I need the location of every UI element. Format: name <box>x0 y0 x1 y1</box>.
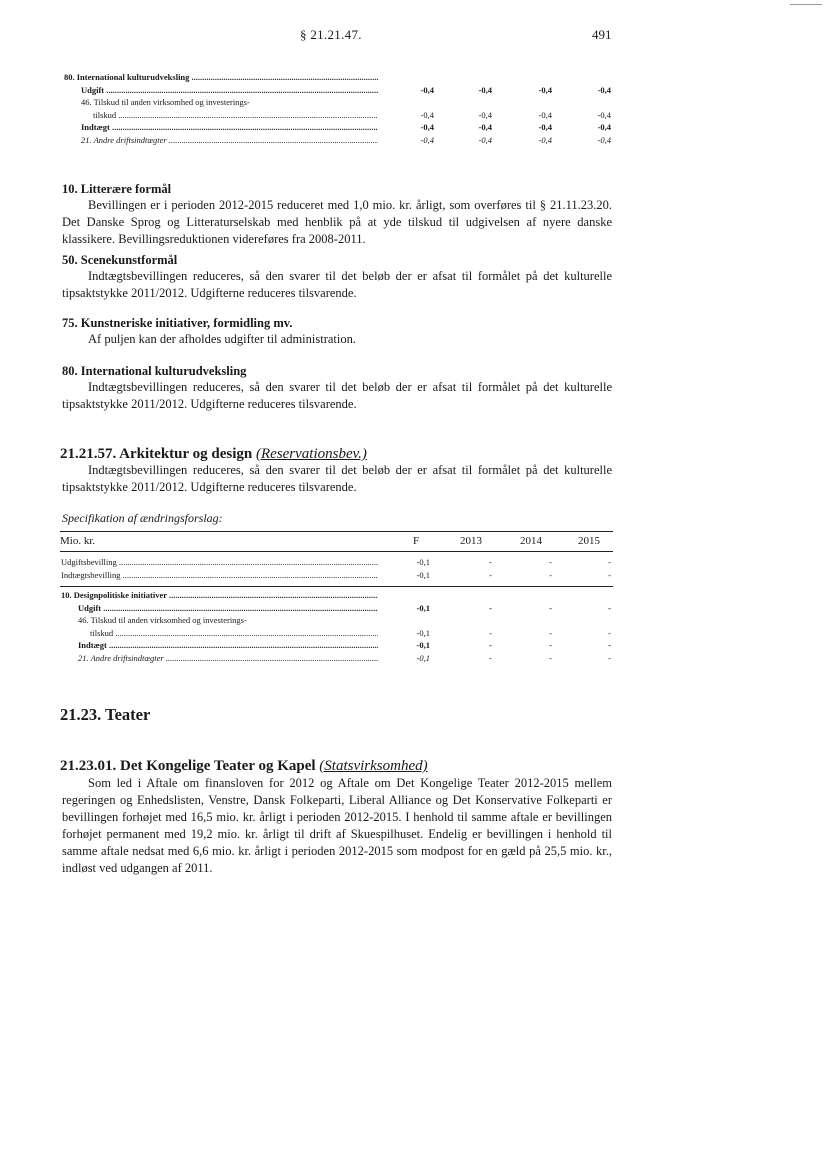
row-label: 21. Andre driftsindtægter ..... <box>78 652 378 664</box>
row-value: -0,4 <box>597 84 611 95</box>
row-value: - <box>489 602 492 613</box>
spec-header-2013: 2013 <box>460 535 482 547</box>
row-value: - <box>489 627 492 638</box>
spec-header-2014: 2014 <box>520 535 542 547</box>
table-row <box>0 614 825 626</box>
spec-header-row <box>60 535 613 551</box>
spec-header-f: F <box>413 535 420 547</box>
row-value: - <box>549 640 552 650</box>
row-value: -0,4 <box>420 122 434 132</box>
table-row <box>0 96 825 108</box>
row-label: 46. Tilskud til anden virksomhed og investerings- <box>78 615 247 625</box>
row-value: -0,1 <box>416 640 430 650</box>
table-row <box>0 71 825 83</box>
row-value: -0,4 <box>420 134 434 145</box>
row-label: Indtægt ..... <box>78 639 378 651</box>
section-title-international: 80. International kulturudveksling <box>62 364 247 378</box>
heading-kongelige <box>60 758 428 775</box>
row-value: -0,1 <box>416 569 430 580</box>
table-row <box>0 589 825 601</box>
row-label: 10. Designpolitiske initiativer ..... <box>61 589 378 601</box>
table-row <box>0 134 825 146</box>
table-row <box>0 109 825 121</box>
row-value: -0,4 <box>538 109 552 120</box>
table-row <box>0 602 825 614</box>
section-body-litteraere: Bevillingen er i perioden 2012-2015 reduceret med 1,0 mio. kr. årligt, som overføres til § 21.11.23.20. Det Danske Sprog og Litteraturselskab med henblik på at yde tilskud til udgivelsen af nyere danske klassikere. Bevillingsreduktionen videreføres fra 2008-2011. <box>62 198 612 246</box>
table-row <box>0 84 825 96</box>
section-body-kunstneriske: Af puljen kan der afholdes udgifter til administration. <box>88 332 356 346</box>
row-value: - <box>608 602 611 613</box>
row-value: -0,4 <box>597 134 611 145</box>
row-value: - <box>549 602 552 613</box>
row-value: -0,4 <box>478 84 492 95</box>
spec-header-2015: 2015 <box>578 535 600 547</box>
row-value: - <box>608 652 611 663</box>
heading-kongelige-qualifier: (Statsvirksomhed) <box>319 758 428 774</box>
row-value: -0,4 <box>597 122 611 132</box>
section-title-kunstneriske: 75. Kunstneriske initiativer, formidling mv. <box>62 316 293 330</box>
spec-caption: Specifikation af ændringsforslag: <box>62 511 223 525</box>
row-value: - <box>608 569 611 580</box>
row-value: - <box>608 627 611 638</box>
row-value: -0,4 <box>478 122 492 132</box>
row-value: - <box>549 557 552 567</box>
heading-arkitektur <box>60 446 367 463</box>
table-row <box>0 121 825 133</box>
row-label: tilskud ..... <box>90 627 378 639</box>
heading-teater: 21.23. Teater <box>60 705 151 724</box>
row-value: -0,4 <box>538 134 552 145</box>
scan-edge-mark <box>790 4 822 5</box>
heading-arkitektur-title: 21.21.57. Arkitektur og design <box>60 446 253 462</box>
row-label: Indtægt ..... <box>81 121 378 133</box>
table-row <box>0 556 825 568</box>
row-label: Indtægtsbevilling ..... <box>61 569 378 581</box>
row-value: -0,1 <box>416 557 430 567</box>
row-value: -0,1 <box>416 652 430 663</box>
row-value: - <box>549 652 552 663</box>
row-value: -0,1 <box>416 602 430 613</box>
row-value: -0,4 <box>420 109 434 120</box>
row-value: -0,1 <box>416 627 430 638</box>
row-label: Udgift ..... <box>78 602 378 614</box>
row-value: - <box>549 627 552 638</box>
heading-arkitektur-qualifier: (Reservationsbev.) <box>256 446 367 462</box>
body-arkitektur: Indtægtsbevillingen reduceres, så den svarer til det beløb der er afsat til formålet på det kulturelle tipsaktstykke 2011/2012. Udgifterne reduceres tilsvarende. <box>62 463 612 494</box>
row-value: -0,4 <box>597 109 611 120</box>
row-value: - <box>489 557 492 567</box>
row-value: - <box>489 640 492 650</box>
section-title-scenekunst: 50. Scenekunstformål <box>62 253 178 267</box>
row-label: Udgiftsbevilling ..... <box>61 556 378 568</box>
table-row <box>0 639 825 651</box>
section-body-international: Indtægtsbevillingen reduceres, så den svarer til det beløb der er afsat til formålet på det kulturelle tipsaktstykke 2011/2012. Udgifterne reduceres tilsvarende. <box>62 380 612 411</box>
spec-header-rule <box>60 551 613 552</box>
row-label: Udgift ..... <box>81 84 378 96</box>
page-number: 491 <box>592 27 612 42</box>
spec-top-rule <box>60 531 613 532</box>
heading-kongelige-title: 21.23.01. Det Kongelige Teater og Kapel <box>60 758 316 774</box>
row-label: tilskud ..... <box>93 109 378 121</box>
section-reference: § 21.21.47. <box>300 27 362 42</box>
row-value: - <box>549 569 552 580</box>
row-label: 21. Andre driftsindtægter ..... <box>81 134 378 146</box>
body-kongelige: Som led i Aftale om finansloven for 2012 og Aftale om Det Kongelige Teater 2012-2015 mellem regeringen og Enhedslisten, Venstre, Dansk Folkeparti, Liberal Alliance og Det Konservative Folkeparti er bevillingen forhøjet med 16,5 mio. kr. årligt i perioden 2012-2015. I henhold til samme aftale er bevillingen forhøjet permanent med 19,2 mio. kr. årligt til drift af Skuespilhuset. Endelig er bevillingen i henhold til samme aftale nedsat med 6,6 mio. kr. årligt i perioden 2012-2015 som modpost for en gæld på 25,5 mio. kr., indløst ved udgangen af 2011. <box>62 776 612 875</box>
row-value: -0,4 <box>478 109 492 120</box>
row-value: - <box>489 569 492 580</box>
row-value: -0,4 <box>420 84 434 95</box>
section-body-scenekunst: Indtægtsbevillingen reduceres, så den svarer til det beløb der er afsat til formålet på det kulturelle tipsaktstykke 2011/2012. Udgifterne reduceres tilsvarende. <box>62 269 612 300</box>
row-label: 80. International kulturudveksling ..... <box>64 71 378 83</box>
row-label: 46. Tilskud til anden virksomhed og investerings- <box>81 97 250 107</box>
table-row <box>0 569 825 581</box>
row-value: -0,4 <box>538 84 552 95</box>
section-title-litteraere: 10. Litterære formål <box>62 182 172 196</box>
row-value: - <box>489 652 492 663</box>
spec-mid-rule <box>60 586 613 587</box>
row-value: -0,4 <box>478 134 492 145</box>
spec-header-unit: Mio. kr. <box>60 535 96 547</box>
row-value: -0,4 <box>538 122 552 132</box>
table-row <box>0 652 825 664</box>
row-value: - <box>608 557 611 567</box>
row-value: - <box>608 640 611 650</box>
table-row <box>0 627 825 639</box>
